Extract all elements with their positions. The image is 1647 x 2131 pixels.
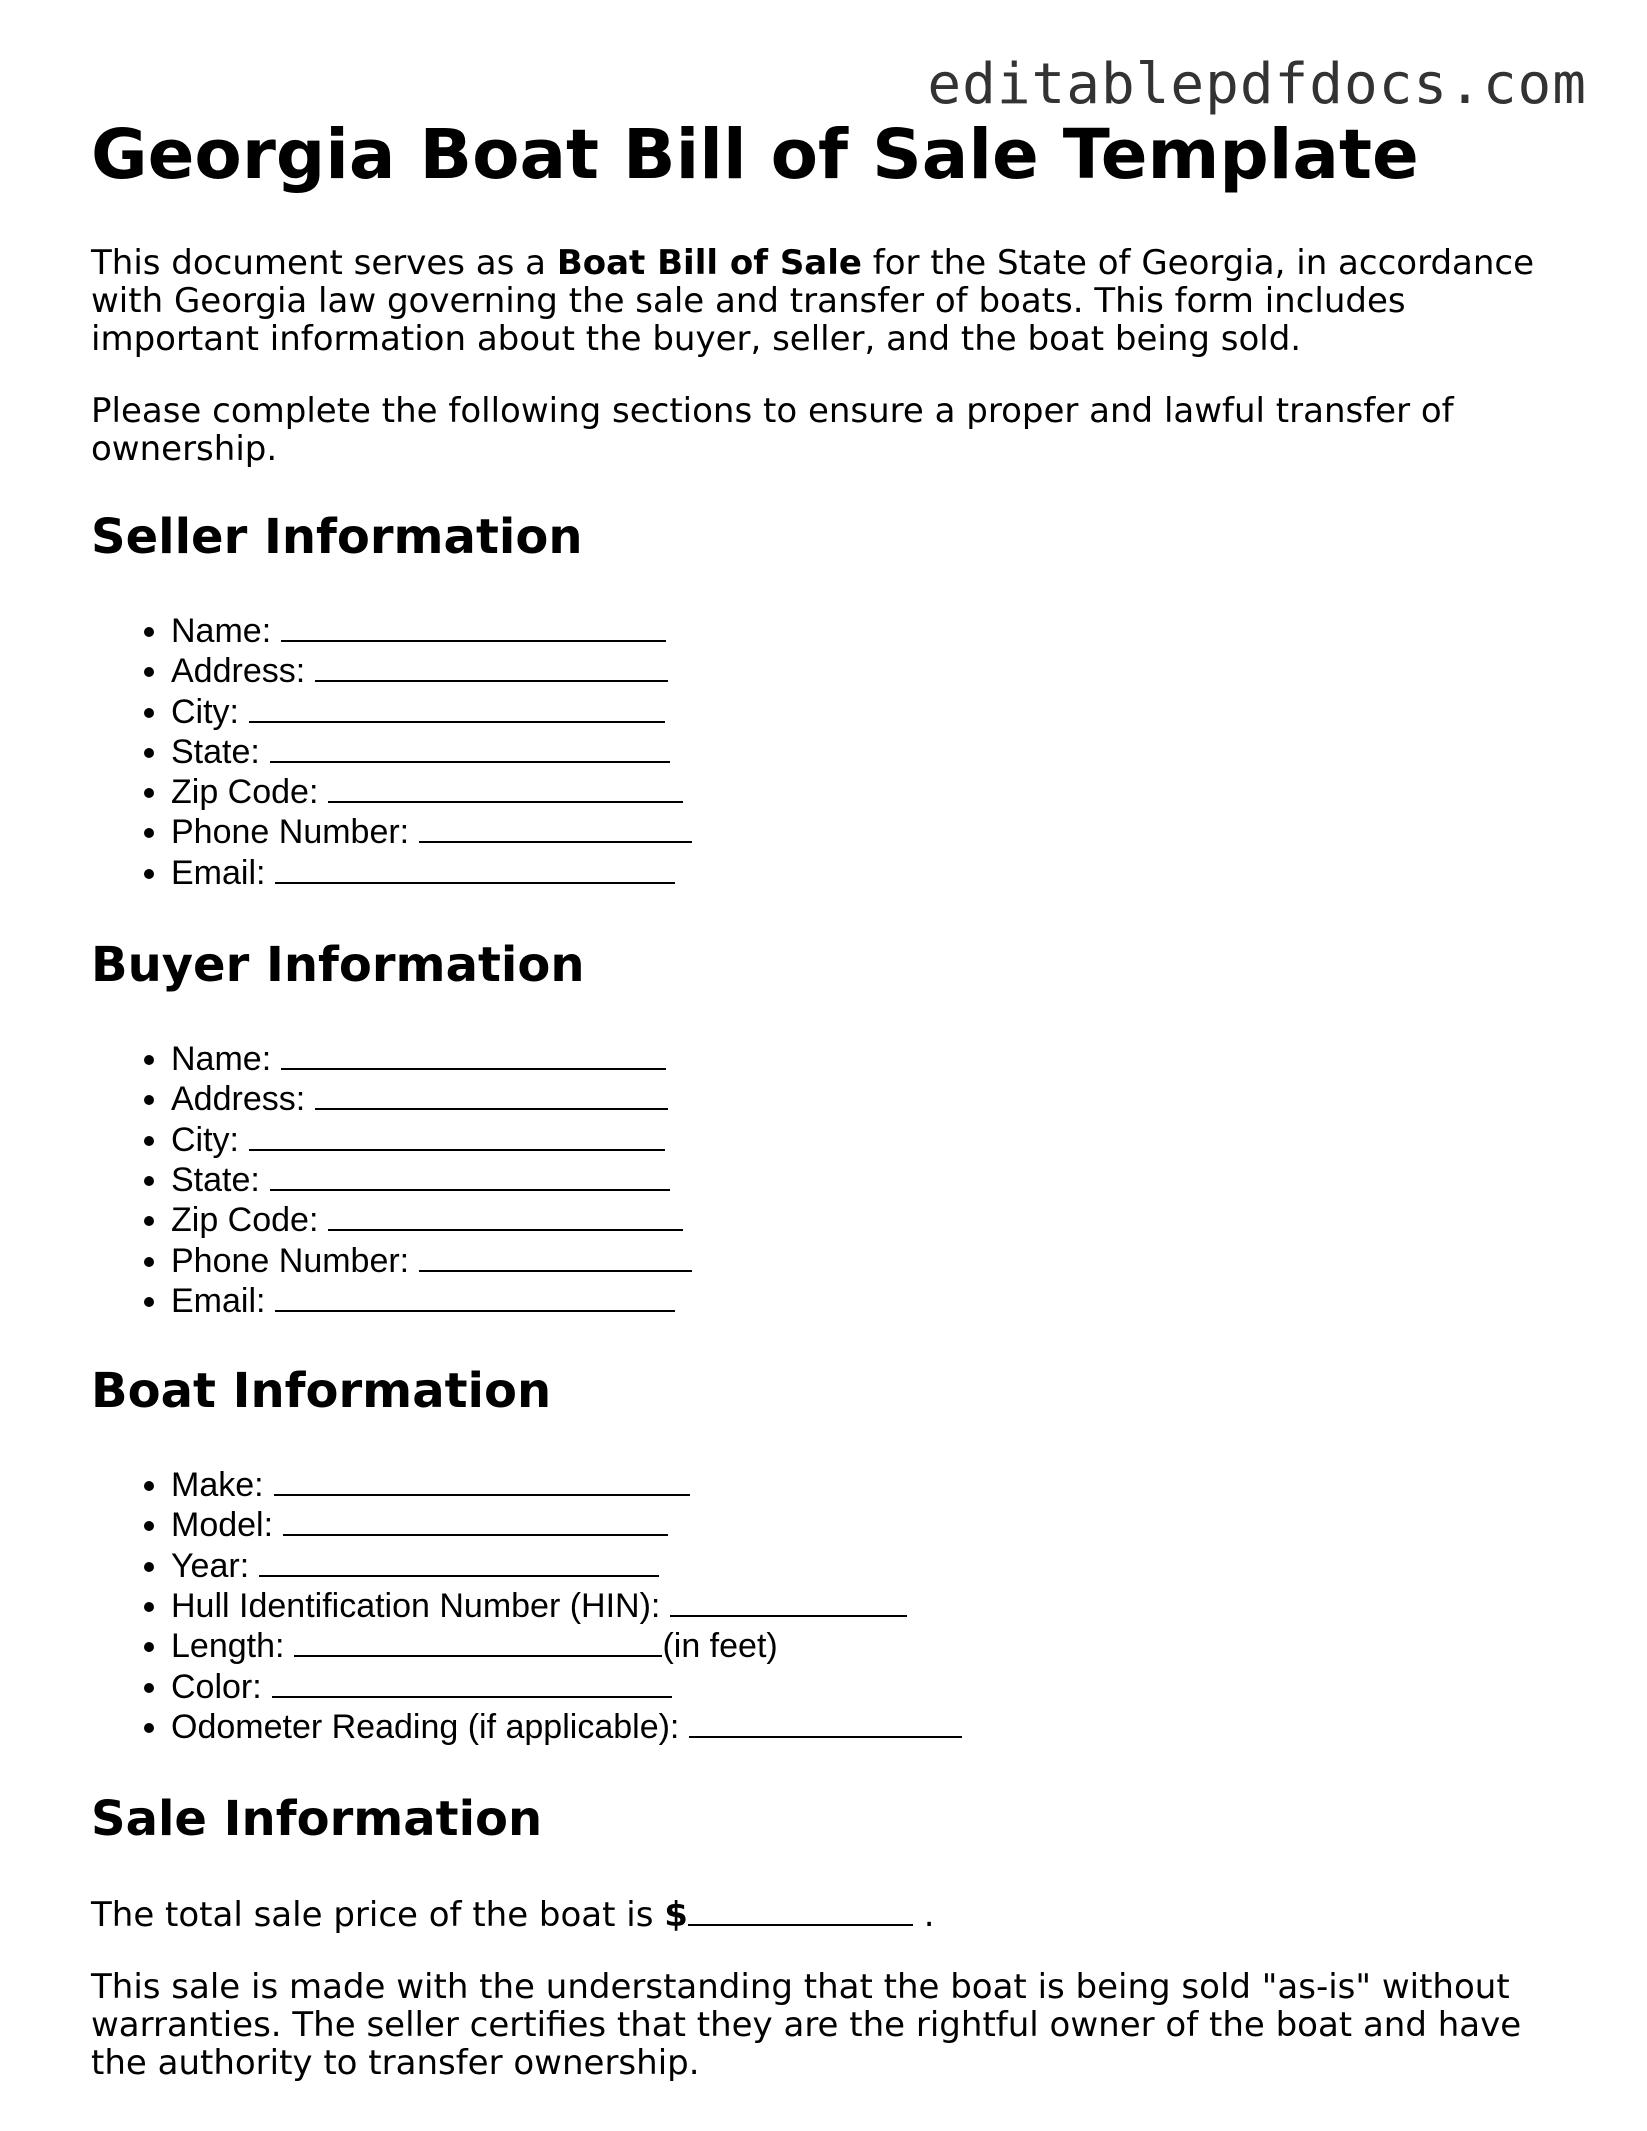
length-unit-suffix: (in feet) (662, 1627, 778, 1666)
buyer-email-blank[interactable] (275, 1280, 675, 1312)
seller-state-blank[interactable] (270, 731, 670, 763)
watermark: editablepdfdocs.com (927, 52, 1587, 117)
intro-text-start: This document serves as a (91, 243, 557, 283)
buyer-state-field (171, 1159, 1581, 1199)
sale-price-suffix: . (912, 1895, 935, 1936)
field-label: Email: (171, 853, 266, 892)
buyer-zip-blank[interactable] (328, 1199, 683, 1231)
field-label: Email: (171, 1281, 266, 1320)
buyer-zip-field (171, 1199, 1581, 1239)
buyer-city-field (171, 1119, 1581, 1159)
field-label: Address: (171, 652, 306, 691)
intro-bold-term: Boat Bill of Sale (556, 243, 862, 283)
currency-symbol: $ (664, 1895, 688, 1936)
field-label: Odometer Reading (if applicable): (171, 1707, 680, 1746)
boat-make-blank[interactable] (274, 1464, 690, 1496)
seller-address-blank[interactable] (315, 650, 668, 682)
field-label: Length: (171, 1627, 285, 1666)
sale-price-blank[interactable] (688, 1894, 913, 1926)
field-label: Make: (171, 1466, 264, 1505)
seller-zip-field (171, 771, 1581, 811)
buyer-phone-field (171, 1240, 1581, 1280)
field-label: Hull Identification Number (HIN): (171, 1587, 661, 1626)
field-label: Color: (171, 1667, 262, 1706)
boat-color-blank[interactable] (272, 1666, 672, 1698)
boat-odometer-blank[interactable] (689, 1706, 962, 1738)
seller-name-blank[interactable] (281, 610, 666, 642)
field-label: State: (171, 1160, 260, 1199)
as-is-paragraph: This sale is made with the understanding that the boat is being sold "as-is" without warranties. The seller certifies that they are the rightful owner of the boat and have the authority to transfer ownership. (91, 1967, 1522, 2084)
buyer-name-blank[interactable] (281, 1038, 666, 1070)
buyer-city-blank[interactable] (249, 1119, 665, 1151)
sale-price-prefix: The total sale price of the boat is (91, 1895, 665, 1936)
field-label: Phone Number: (171, 813, 410, 852)
field-label: City: (171, 692, 239, 731)
field-label: City: (171, 1120, 239, 1159)
boat-model-field (171, 1504, 1581, 1544)
boat-year-field (171, 1545, 1581, 1585)
boat-year-blank[interactable] (259, 1545, 659, 1577)
buyer-heading: Buyer Information (91, 937, 585, 994)
intro-paragraph (91, 244, 1581, 358)
field-label: Name: (171, 1040, 272, 1079)
boat-color-field (171, 1666, 1581, 1706)
field-label: State: (171, 732, 260, 771)
seller-email-blank[interactable] (275, 852, 675, 884)
field-label: Phone Number: (171, 1241, 410, 1280)
document (91, 112, 1581, 2082)
field-label: Model: (171, 1506, 274, 1545)
boat-length-field (171, 1625, 1581, 1665)
field-label: Year: (171, 1546, 250, 1585)
seller-heading: Seller Information (91, 509, 583, 565)
seller-address-field (171, 650, 1581, 690)
buyer-address-blank[interactable] (315, 1078, 668, 1110)
seller-field-list (91, 610, 1581, 892)
boat-make-field (171, 1464, 1581, 1504)
field-label: Address: (171, 1080, 306, 1119)
buyer-phone-blank[interactable] (419, 1240, 692, 1272)
seller-email-field (171, 852, 1581, 892)
buyer-email-field (171, 1280, 1581, 1320)
buyer-field-list (91, 1038, 1581, 1320)
field-label: Zip Code: (171, 773, 319, 812)
boat-odometer-field (171, 1706, 1581, 1746)
seller-zip-blank[interactable] (328, 771, 683, 803)
buyer-name-field (171, 1038, 1581, 1078)
boat-model-blank[interactable] (283, 1504, 668, 1536)
boat-field-list (91, 1464, 1581, 1746)
intro-text-end: for the State of Georgia, in accordance with Georgia law governing the sale and transfer of boats. This form includes important information about the buyer, seller, and the boat being sold. (91, 243, 1535, 359)
document-title: Georgia Boat Bill of Sale Template (91, 115, 1419, 195)
sale-price-statement (91, 1894, 1581, 1934)
field-label: Name: (171, 612, 272, 650)
seller-name-field (171, 610, 1581, 650)
boat-hin-field (171, 1585, 1581, 1625)
sale-heading: Sale Information (91, 1791, 543, 1848)
boat-hin-blank[interactable] (670, 1585, 907, 1617)
instructions-paragraph: Please complete the following sections to ensure a proper and lawful transfer of ownership. (91, 391, 1454, 469)
buyer-state-blank[interactable] (270, 1159, 670, 1191)
seller-city-blank[interactable] (249, 691, 665, 723)
seller-phone-blank[interactable] (419, 811, 692, 843)
buyer-address-field (171, 1078, 1581, 1118)
boat-length-blank[interactable] (294, 1625, 662, 1657)
field-label: Zip Code: (171, 1201, 319, 1240)
seller-state-field (171, 731, 1581, 771)
boat-heading: Boat Information (91, 1363, 552, 1420)
seller-city-field (171, 691, 1581, 731)
seller-phone-field (171, 811, 1581, 851)
